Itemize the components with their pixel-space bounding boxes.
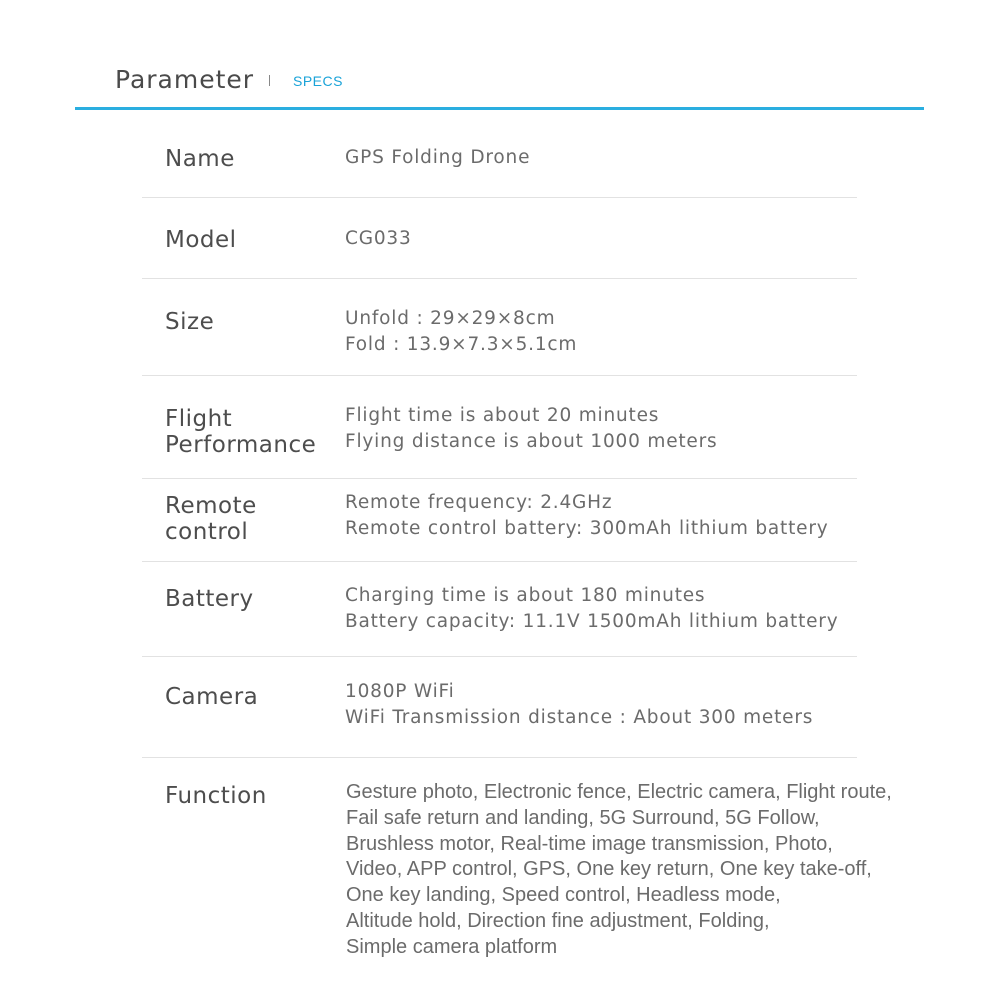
section-header — [0, 0, 1000, 112]
spec-value — [345, 226, 412, 252]
section-title: Parameter — [115, 65, 255, 94]
spec-value — [345, 679, 813, 731]
spec-value — [345, 403, 717, 455]
spec-value — [345, 306, 577, 358]
spec-row-name — [142, 112, 857, 198]
spec-row-flight-performance — [142, 376, 857, 479]
spec-label: Function — [165, 783, 267, 809]
spec-row-size — [142, 279, 857, 376]
spec-label: Battery — [165, 586, 254, 612]
spec-value-line: Unfold : 29×29×8cm — [345, 308, 556, 329]
spec-value-function — [346, 780, 946, 961]
spec-value-line: Charging time is about 180 minutes — [345, 585, 706, 606]
header-underline — [75, 107, 924, 110]
spec-label: Flight Performance — [165, 406, 317, 458]
spec-value-line: Brushless motor, Real-time image transmission, Photo, — [346, 832, 833, 855]
spec-value-line: Battery capacity: 11.1V 1500mAh lithium battery — [345, 611, 839, 632]
spec-label: Model — [165, 227, 237, 253]
spec-value-line: WiFi Transmission distance : About 300 meters — [345, 707, 814, 728]
section-subtitle: SPECS — [293, 73, 343, 89]
spec-value-line: Altitude hold, Direction fine adjustment, Folding, — [346, 909, 770, 932]
spec-row-remote-control — [142, 479, 857, 562]
title-separator — [269, 75, 270, 86]
spec-row-battery — [142, 562, 857, 657]
spec-value-line: Remote control battery: 300mAh lithium battery — [345, 518, 829, 539]
spec-value — [345, 490, 829, 542]
spec-value-line: Fail safe return and landing, 5G Surround, 5G Follow, — [346, 806, 820, 829]
spec-label: Remote control — [165, 493, 257, 545]
spec-label: Name — [165, 146, 235, 172]
spec-value-line: Flying distance is about 1000 meters — [345, 431, 718, 452]
spec-value-line: Video, APP control, GPS, One key return, One key take-off, — [346, 858, 872, 881]
spec-label: Camera — [165, 684, 259, 710]
spec-row-model — [142, 198, 857, 279]
spec-row-camera — [142, 657, 857, 758]
spec-value-line: Simple camera platform — [346, 935, 558, 958]
spec-value-line: 1080P WiFi — [345, 681, 455, 702]
spec-value-line: Fold : 13.9×7.3×5.1cm — [345, 334, 578, 355]
spec-value-line: GPS Folding Drone — [345, 147, 531, 168]
spec-value-line: Flight time is about 20 minutes — [345, 405, 660, 426]
spec-value-line: CG033 — [345, 228, 412, 249]
spec-value-line: Remote frequency: 2.4GHz — [345, 492, 613, 513]
spec-value-line: Gesture photo, Electronic fence, Electric camera, Flight route, — [346, 781, 892, 803]
spec-value-line: One key landing, Speed control, Headless mode, — [346, 884, 781, 907]
spec-value — [345, 583, 838, 635]
spec-value — [345, 145, 530, 171]
spec-label: Size — [165, 309, 215, 335]
